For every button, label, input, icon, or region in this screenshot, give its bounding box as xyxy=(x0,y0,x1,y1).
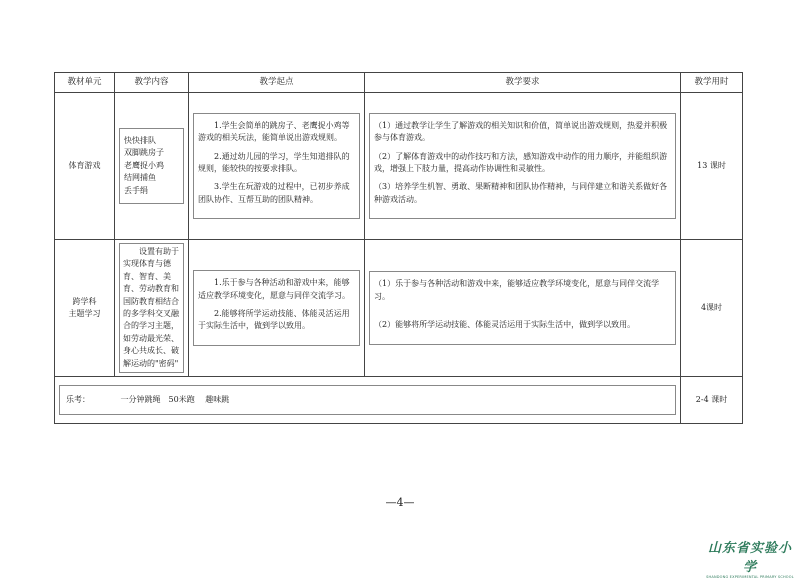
start-point-cell xyxy=(189,93,365,240)
start-point-text: 2.通过幼儿园的学习，学生知道排队的规则，能较快的按要求排队。 xyxy=(198,151,350,173)
requirement-text: （1）通过教学让学生了解游戏的相关知识和价值，简单说出游戏规则，热爱并积极参与体育游戏。 xyxy=(374,120,668,143)
school-logo-english: SHANDONG EXPERIMENTAL PRIMARY SCHOOL xyxy=(706,575,794,579)
table-row xyxy=(55,93,743,240)
exam-label: 乐考： xyxy=(66,394,90,404)
list-item: 双脚跳房子 xyxy=(124,148,164,158)
start-point-text: 1.学生会简单的跳房子、老鹰捉小鸡等游戏的相关玩法，能简单说出游戏规则。 xyxy=(198,120,350,143)
requirement-text: （2）能够将所学运动技能、体能灵活运用于实际生活中，做到学以致用。 xyxy=(374,320,636,330)
content-box xyxy=(119,243,184,373)
unit-label: 跨学科 xyxy=(72,296,97,306)
start-point-text: 1.乐于参与各种活动和游戏中来，能够适应教学环境变化，愿意与同伴交流学习。 xyxy=(198,278,350,300)
start-point-text: 3.学生在玩游戏的过程中，已初步养成团队协作、互帮互助的团队精神。 xyxy=(198,182,350,204)
start-point-cell xyxy=(189,240,365,377)
school-logo-name: 山东省实验小学 xyxy=(707,541,792,575)
content-list xyxy=(119,128,184,204)
requirement-text: （1）乐于参与各种活动和游戏中来，能够适应教学环境变化，愿意与同伴交流学习。 xyxy=(374,279,660,301)
hours-value: 13 课时 xyxy=(697,160,726,170)
list-item: 老鹰捉小鸡 xyxy=(124,160,164,170)
header-content: 教学内容 xyxy=(115,73,189,93)
teaching-plan-table xyxy=(54,72,743,424)
content-cell xyxy=(115,240,189,377)
page-number: —4— xyxy=(385,496,415,509)
requirements-box xyxy=(369,271,676,344)
unit-label: 主题学习 xyxy=(68,308,101,318)
requirements-cell xyxy=(365,240,681,377)
list-item: 快快排队 xyxy=(124,136,156,146)
exam-hours-cell xyxy=(681,376,743,423)
header-unit: 教材单元 xyxy=(55,73,115,93)
content-text: 设置有助于实现体育与德育、智育、美育、劳动教育和国防教育相结合的多学科交叉融合的学习主题，如劳动最光荣、身心共成长、破解运动的"密码" xyxy=(123,247,179,368)
header-hours: 教学用时 xyxy=(681,73,743,93)
start-point-text: 2.能够将所学运动技能、体能灵活运用于实际生活中，做到学以致用。 xyxy=(198,308,350,331)
exam-row xyxy=(55,376,743,423)
hours-value: 4课时 xyxy=(700,302,723,312)
start-point-box xyxy=(193,270,360,346)
requirements-box xyxy=(369,113,676,219)
content-cell xyxy=(115,93,189,240)
hours-cell xyxy=(681,93,743,240)
school-logo xyxy=(704,537,796,579)
exam-items: 一分钟跳绳 50米跑 趣味跳 xyxy=(120,394,230,404)
table-row xyxy=(55,240,743,377)
exam-hours-value: 2-4 课时 xyxy=(695,394,728,404)
requirements-cell xyxy=(365,93,681,240)
requirement-text: （2）了解体育游戏中的动作技巧和方法，感知游戏中动作的用力顺序，并能组织游戏，增强上下肢力量，提高动作协调性和灵敏性。 xyxy=(374,151,668,173)
unit-cell xyxy=(55,93,115,240)
requirement-text: （3）培养学生机智、勇敢、果断精神和团队协作精神，与同伴建立和谐关系做好各种游戏活动。 xyxy=(374,182,668,204)
table-header-row xyxy=(55,73,743,93)
header-requirements: 教学要求 xyxy=(365,73,681,93)
start-point-box xyxy=(193,113,360,219)
list-item: 丢手绢 xyxy=(124,185,148,195)
header-start-point: 教学起点 xyxy=(189,73,365,93)
exam-box xyxy=(59,385,676,415)
unit-cell xyxy=(55,240,115,377)
list-item: 结网捕鱼 xyxy=(124,173,156,183)
hours-cell xyxy=(681,240,743,377)
unit-label: 体育游戏 xyxy=(68,160,101,170)
exam-cell xyxy=(55,376,681,423)
